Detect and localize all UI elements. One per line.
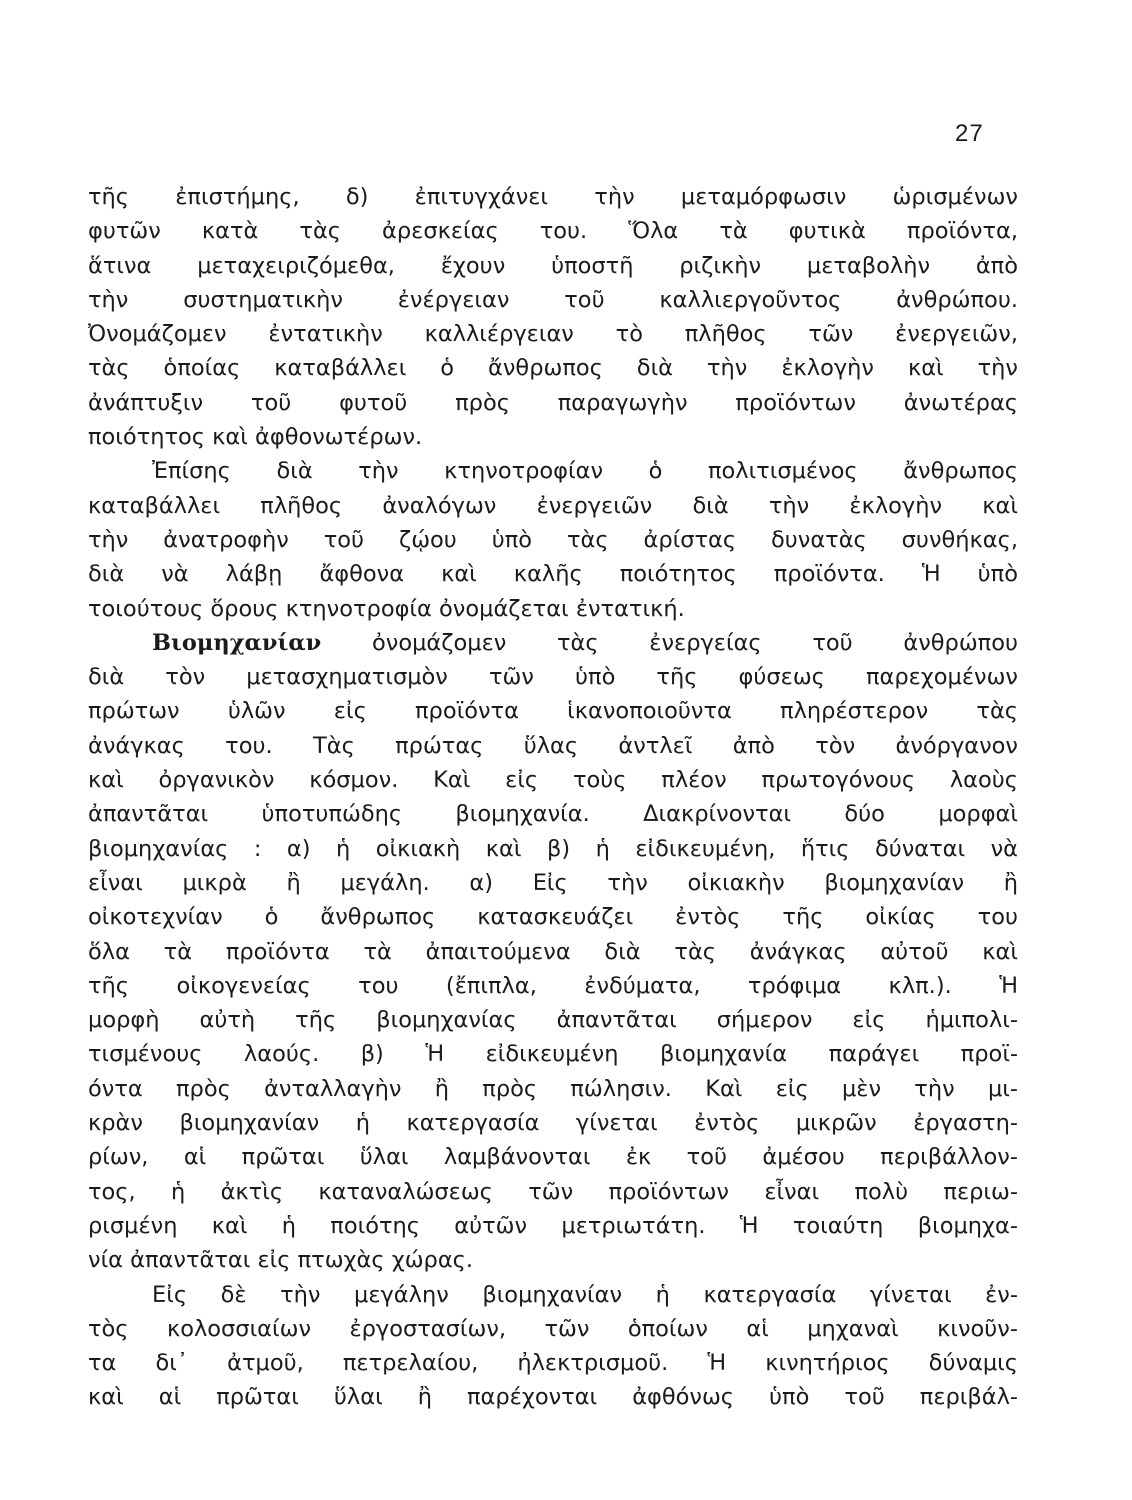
text-line: ἀνάπτυξιν τοῦ φυτοῦ πρὸς παραγωγὴν προϊόντων ἀνωτέρας — [88, 389, 1018, 416]
text-line: τισμένους λαούς. β) Ἡ εἰδικευμένη βιομηχανία παράγει προϊ- — [88, 1041, 1018, 1068]
text-line: μορφὴ αὐτὴ τῆς βιομηχανίας ἀπαντᾶται σήμερον εἰς ἡμιπολι- — [88, 1007, 1018, 1034]
text-line: ὅλα τὰ προϊόντα τὰ ἀπαιτούμενα διὰ τὰς ἀνάγκας αὐτοῦ καὶ — [88, 938, 1018, 965]
text-line: εἶναι μικρὰ ἢ μεγάλη. α) Εἰς τὴν οἰκιακὴν βιομηχανίαν ἢ — [88, 869, 1018, 896]
text-line: ἅτινα μεταχειριζόμεθα, ἔχουν ὑποστῆ ριζικὴν μεταβολὴν ἀπὸ — [88, 252, 1018, 279]
text-line: τὸς κολοσσιαίων ἐργοστασίων, τῶν ὁποίων αἱ μηχαναὶ κινοῦν- — [88, 1315, 1018, 1342]
body-text — [88, 180, 1018, 1415]
text-line: τος, ἡ ἀκτὶς καταναλώσεως τῶν προϊόντων εἶναι πολὺ περιω- — [88, 1178, 1018, 1205]
text-line: διὰ τὸν μετασχηματισμὸν τῶν ὑπὸ τῆς φύσεως παρεχομένων — [88, 664, 1018, 691]
text-line: ρισμένη καὶ ἡ ποιότης αὐτῶν μετριωτάτη. Ἡ τοιαύτη βιομηχα- — [88, 1212, 1018, 1239]
text-line: ρίων, αἱ πρῶται ὕλαι λαμβάνονται ἐκ τοῦ ἀμέσου περιβάλλον- — [88, 1144, 1018, 1171]
text-line: οἰκοτεχνίαν ὁ ἄνθρωπος κατασκευάζει ἐντὸς τῆς οἰκίας του — [88, 904, 1018, 931]
text-line: τα δι᾽ ἀτμοῦ, πετρελαίου, ἠλεκτρισμοῦ. Ἡ κινητήριος δύναμις — [88, 1350, 1018, 1377]
page-number: 27 — [955, 120, 984, 147]
text-line: κρὰν βιομηχανίαν ἡ κατεργασία γίνεται ἐντὸς μικρῶν ἐργαστη- — [88, 1110, 1018, 1137]
text-line: τῆς ἐπιστήμης, δ) ἐπιτυγχάνει τὴν μεταμόρφωσιν ὡρισμένων — [88, 184, 1018, 210]
text-line: πρώτων ὑλῶν εἰς προϊόντα ἱκανοποιοῦντα πληρέστερον τὰς — [88, 698, 1018, 725]
text-line: καὶ ὀργανικὸν κόσμον. Καὶ εἰς τοὺς πλέον πρωτογόνους λαοὺς — [88, 767, 1018, 794]
text-line: ποιότητος καὶ ἀφθονωτέρων. — [88, 424, 423, 451]
text-line: όντα πρὸς ἀνταλλαγὴν ἢ πρὸς πώλησιν. Καὶ εἰς μὲν τὴν μι- — [88, 1075, 1018, 1102]
text-line: τὴν ἀνατροφὴν τοῦ ζῴου ὑπὸ τὰς ἀρίστας δυνατὰς συνθήκας, — [88, 526, 1018, 553]
text-line: καὶ αἱ πρῶται ὕλαι ἢ παρέχονται ἀφθόνως ὑπὸ τοῦ περιβάλ- — [88, 1384, 1018, 1411]
text-line: καταβάλλει πλῆθος ἀναλόγων ἐνεργειῶν διὰ τὴν ἐκλογὴν καὶ — [88, 492, 1018, 519]
text-line: βιομηχανίας : α) ἡ οἰκιακὴ καὶ β) ἡ εἰδικευμένη, ἥτις δύναται νὰ — [88, 835, 1018, 862]
text-line: τοιούτους ὅρους κτηνοτροφία ὀνομάζεται ἐντατική. — [88, 595, 685, 622]
text-line: διὰ νὰ λάβῃ ἄφθονα καὶ καλῆς ποιότητος προϊόντα. Ἡ ὑπὸ — [88, 561, 1018, 588]
text-line-with-term — [88, 626, 1018, 660]
text-line: νία ἀπαντᾶται εἰς πτωχὰς χώρας. — [88, 1247, 474, 1274]
text-line: τὰς ὁποίας καταβάλλει ὁ ἄνθρωπος διὰ τὴν ἐκλογὴν καὶ τὴν — [88, 355, 1018, 382]
text-line: τῆς οἰκογενείας του (ἔπιπλα, ἐνδύματα, τρόφιμα κλπ.). Ἡ — [88, 972, 1018, 999]
text-line: ἀπαντᾶται ὑποτυπώδης βιομηχανία. Διακρίνονται δύο μορφαὶ — [88, 801, 1018, 828]
text-line: φυτῶν κατὰ τὰς ἀρεσκείας του. Ὅλα τὰ φυτικὰ προϊόντα, — [88, 218, 1018, 245]
text-line: Εἰς δὲ τὴν μεγάλην βιομηχανίαν ἡ κατεργασία γίνεται ἐν- — [152, 1281, 1018, 1308]
text-line: τὴν συστηματικὴν ἐνέργειαν τοῦ καλλιεργοῦντος ἀνθρώπου. — [88, 286, 1018, 313]
text-line: Ὀνομάζομεν ἐντατικὴν καλλιέργειαν τὸ πλῆθος τῶν ἐνεργειῶν, — [88, 321, 1018, 348]
text-line-rest: ὀνομάζομεν τὰς ἐνεργείας τοῦ ἀνθρώπου — [372, 629, 1018, 656]
text-line: Ἐπίσης διὰ τὴν κτηνοτροφίαν ὁ πολιτισμένος ἄνθρωπος — [152, 458, 1018, 485]
text-line: ἀνάγκας του. Τὰς πρώτας ὕλας ἀντλεῖ ἀπὸ τὸν ἀνόργανον — [88, 732, 1018, 759]
defined-term: Βιομηχανίαν — [152, 629, 322, 656]
